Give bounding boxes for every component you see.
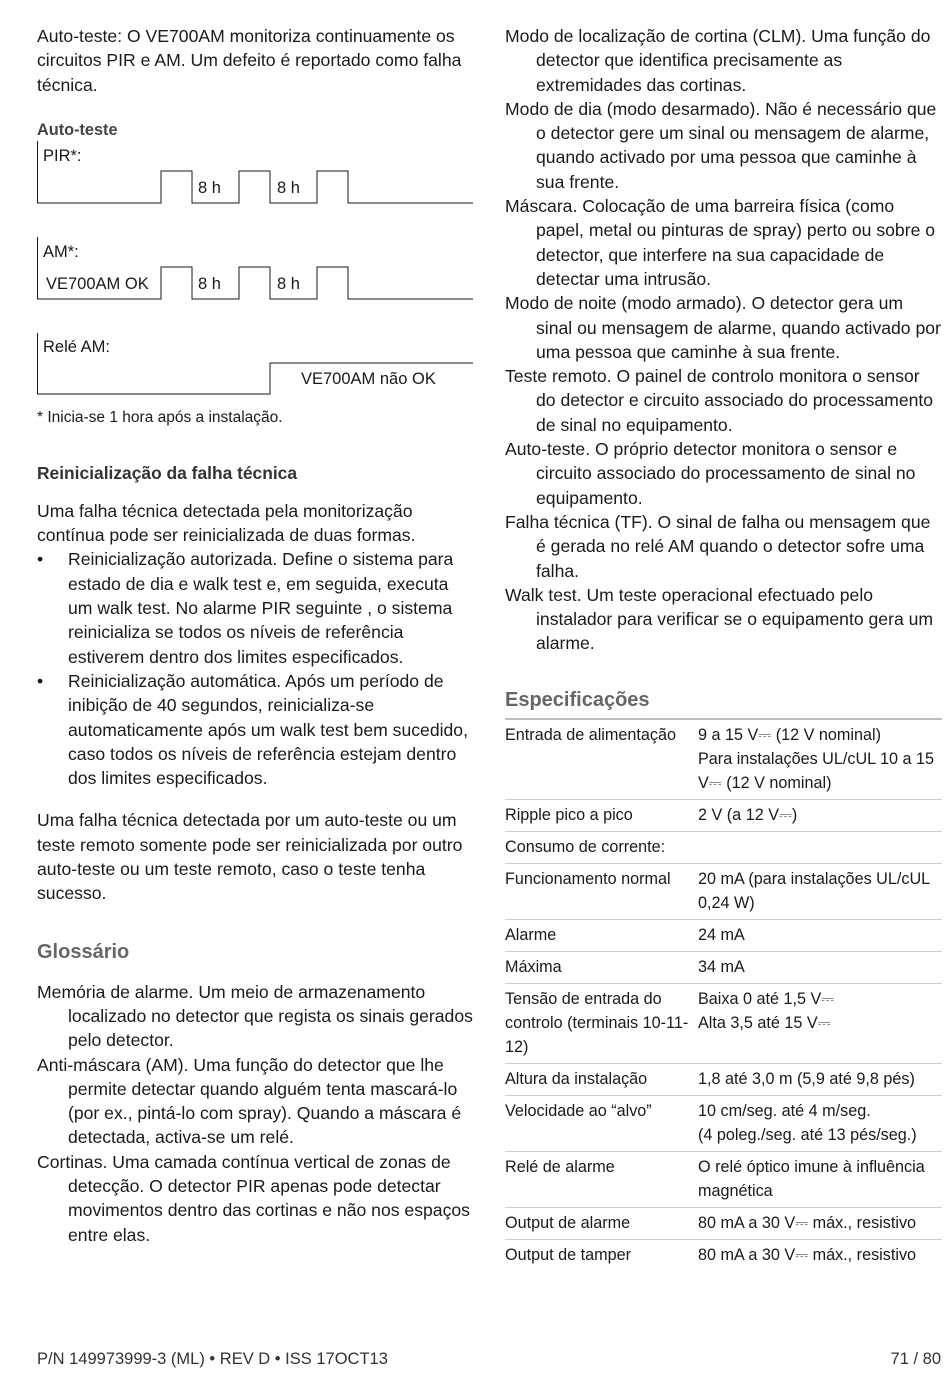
reset-heading: Reinicialização da falha técnica (37, 462, 298, 483)
table-row (505, 983, 942, 1063)
list-item: • Reinicialização autorizada. Define o sistema para estado de dia e walk test e, em seguida, executa um walk test. No alarme PIR seguinte , o sistema reinicializa se todos os níveis de referência estiverem dentro dos limites especificados. (37, 547, 473, 668)
spec-key: Ripple pico a pico (505, 799, 698, 831)
spec-value (698, 951, 942, 983)
table-row (505, 919, 942, 951)
list-item: • Reinicialização automática. Após um período de inibição de 40 segundos, reinicializa-se automaticamente após um walk test bem sucedido, caso todos os níveis de referência estejam dentro dos limites especificados. (37, 669, 473, 790)
diagram-title: Auto-teste (37, 120, 118, 139)
spec-value (698, 863, 942, 919)
table-row (505, 1095, 942, 1151)
reset-bullet-list (37, 547, 473, 790)
spec-value-line: 34 mA (698, 957, 745, 976)
reset-outro: Uma falha técnica detectada por um auto-teste ou um teste remoto somente pode ser reinicializada por outro auto-teste ou um teste remoto, caso o teste tenha sucesso. (37, 810, 463, 904)
spec-value (698, 919, 942, 951)
am-ok-label: VE700AM OK (46, 274, 149, 293)
spec-value-line: 1,8 até 3,0 m (5,9 até 9,8 pés) (698, 1069, 915, 1088)
table-row (505, 1063, 942, 1095)
table-row (505, 1239, 942, 1271)
spec-value-line: 20 mA (para instalações UL/cUL 0,24 W) (698, 869, 930, 912)
table-row (505, 1151, 942, 1207)
table-row (505, 951, 942, 983)
spec-value (698, 1095, 942, 1151)
spec-value-line: Alta 3,5 até 15 V⎓ (698, 1013, 831, 1032)
glossary-entry: Walk test. Um teste operacional efectuado pelo instalador para verificar se o equipamento gera um alarme. (505, 584, 934, 654)
spec-key: Funcionamento normal (505, 863, 698, 919)
glossary-entry: Auto-teste. O próprio detector monitora o sensor e circuito associado do processamento de sinal no equipamento. (505, 439, 916, 508)
spec-key: Output de alarme (505, 1207, 698, 1239)
spec-value-line: 2 V (a 12 V⎓) (698, 805, 798, 824)
glossary-entry: Falha técnica (TF). O sinal de falha ou mensagem que é gerada no relé AM quando o detector sofre uma falha. (505, 511, 931, 581)
spec-value-line: 10 cm/seg. até 4 m/seg. (698, 1101, 871, 1120)
pir-signal-line (38, 141, 474, 203)
spec-value (698, 1063, 942, 1095)
spec-value (698, 831, 942, 863)
glossary-entry: Modo de dia (modo desarmado). Não é necessário que o detector gere um sinal ou mensagem de alarme, quando activado por uma pessoa que caminhe à sua frente. (505, 98, 937, 192)
table-row (505, 863, 942, 919)
intro-paragraph: Auto-teste: O VE700AM monitoriza continuamente os circuitos PIR e AM. Um defeito é reportado como falha técnica. (37, 26, 462, 95)
relay-label: Relé AM: (43, 337, 110, 356)
spec-key: Máxima (505, 951, 698, 983)
relay-not-ok-label: VE700AM não OK (301, 369, 436, 388)
spec-value-line: 80 mA a 30 V⎓ máx., resistivo (698, 1213, 917, 1232)
glossary-entry: Máscara. Colocação de uma barreira física (como papel, metal ou pinturas de spray) perto ou sobre o detector, que interfere na sua capacidade de detectar uma intrusão. (505, 196, 936, 289)
reset-intro: Uma falha técnica detectada pela monitorização contínua pode ser reinicializada de duas formas. (37, 500, 416, 546)
footer-part-number: P/N 149973999-3 (ML) • REV D • ISS 17OCT13 (37, 1350, 388, 1368)
glossary-entry: Cortinas. Uma camada contínua vertical de zonas de detecção. O detector PIR apenas pode detectar movimentos dentro das cortinas e não nos espaços entre elas. (37, 1151, 470, 1245)
specifications-table (505, 718, 942, 1271)
spec-value-line: (4 poleg./seg. até 13 pés/seg.) (698, 1125, 917, 1144)
table-row (505, 1207, 942, 1239)
pir-8h-label-2: 8 h (277, 178, 300, 197)
pir-8h-label-1: 8 h (198, 178, 221, 197)
spec-key: Output de tamper (505, 1239, 698, 1271)
spec-value-line: 24 mA (698, 925, 745, 944)
glossary-heading: Glossário (37, 940, 130, 963)
table-row (505, 799, 942, 831)
glossary-entry: Teste remoto. O painel de controlo monitora o sensor do detector e circuito associado do processamento de sinal no equipamento. (505, 366, 934, 435)
spec-value-line: 9 a 15 V⎓ (12 V nominal) (698, 725, 881, 744)
spec-value-line: O relé óptico imune à influência magnética (698, 1157, 925, 1200)
spec-key: Tensão de entrada do controlo (terminais 10-11-12) (505, 983, 698, 1063)
diagram-footnote: * Inicia-se 1 hora após a instalação. (37, 408, 283, 426)
footer-page-number: 71 / 80 (890, 1350, 941, 1368)
specifications-heading: Especificações (505, 688, 650, 711)
spec-value (698, 719, 942, 800)
left-column (37, 24, 473, 1247)
spec-value (698, 1239, 942, 1271)
table-row (505, 719, 942, 800)
spec-value (698, 1207, 942, 1239)
spec-key: Entrada de alimentação (505, 719, 698, 800)
spec-value (698, 983, 942, 1063)
pir-label: PIR*: (43, 146, 82, 165)
glossary-entry: Memória de alarme. Um meio de armazenamento localizado no detector que regista os sinais gerados pelo detector. (37, 981, 473, 1051)
am-8h-label-1: 8 h (198, 274, 221, 293)
spec-value-line: Para instalações UL/cUL 10 a 15 V⎓ (12 V nominal) (698, 749, 935, 792)
spec-key: Relé de alarme (505, 1151, 698, 1207)
timing-diagram-lines (37, 141, 473, 403)
am-8h-label-2: 8 h (277, 274, 300, 293)
spec-key: Velocidade ao “alvo” (505, 1095, 698, 1151)
right-column (505, 24, 942, 1271)
glossary-entry: Modo de localização de cortina (CLM). Uma função do detector que identifica precisamente as extremidades das cortinas. (505, 26, 931, 95)
spec-value (698, 1151, 942, 1207)
table-row (505, 831, 942, 863)
spec-value-line: Baixa 0 até 1,5 V⎓ (698, 989, 835, 1008)
glossary-entry: Anti-máscara (AM). Uma função do detector que lhe permite detectar quando alguém tenta mascará-lo (por ex., pintá-lo com spray). Quando a máscara é detectada, activa-se um relé. (37, 1054, 462, 1148)
am-label: AM*: (43, 242, 79, 261)
glossary-entry: Modo de noite (modo armado). O detector gera um sinal ou mensagem de alarme, quando activado por uma pessoa que caminhe à sua frente. (505, 293, 941, 362)
spec-key: Consumo de corrente: (505, 831, 698, 863)
self-test-timing-diagram (37, 141, 473, 403)
spec-value (698, 799, 942, 831)
spec-value-line: 80 mA a 30 V⎓ máx., resistivo (698, 1245, 917, 1264)
spec-key: Alarme (505, 919, 698, 951)
spec-key: Altura da instalação (505, 1063, 698, 1095)
